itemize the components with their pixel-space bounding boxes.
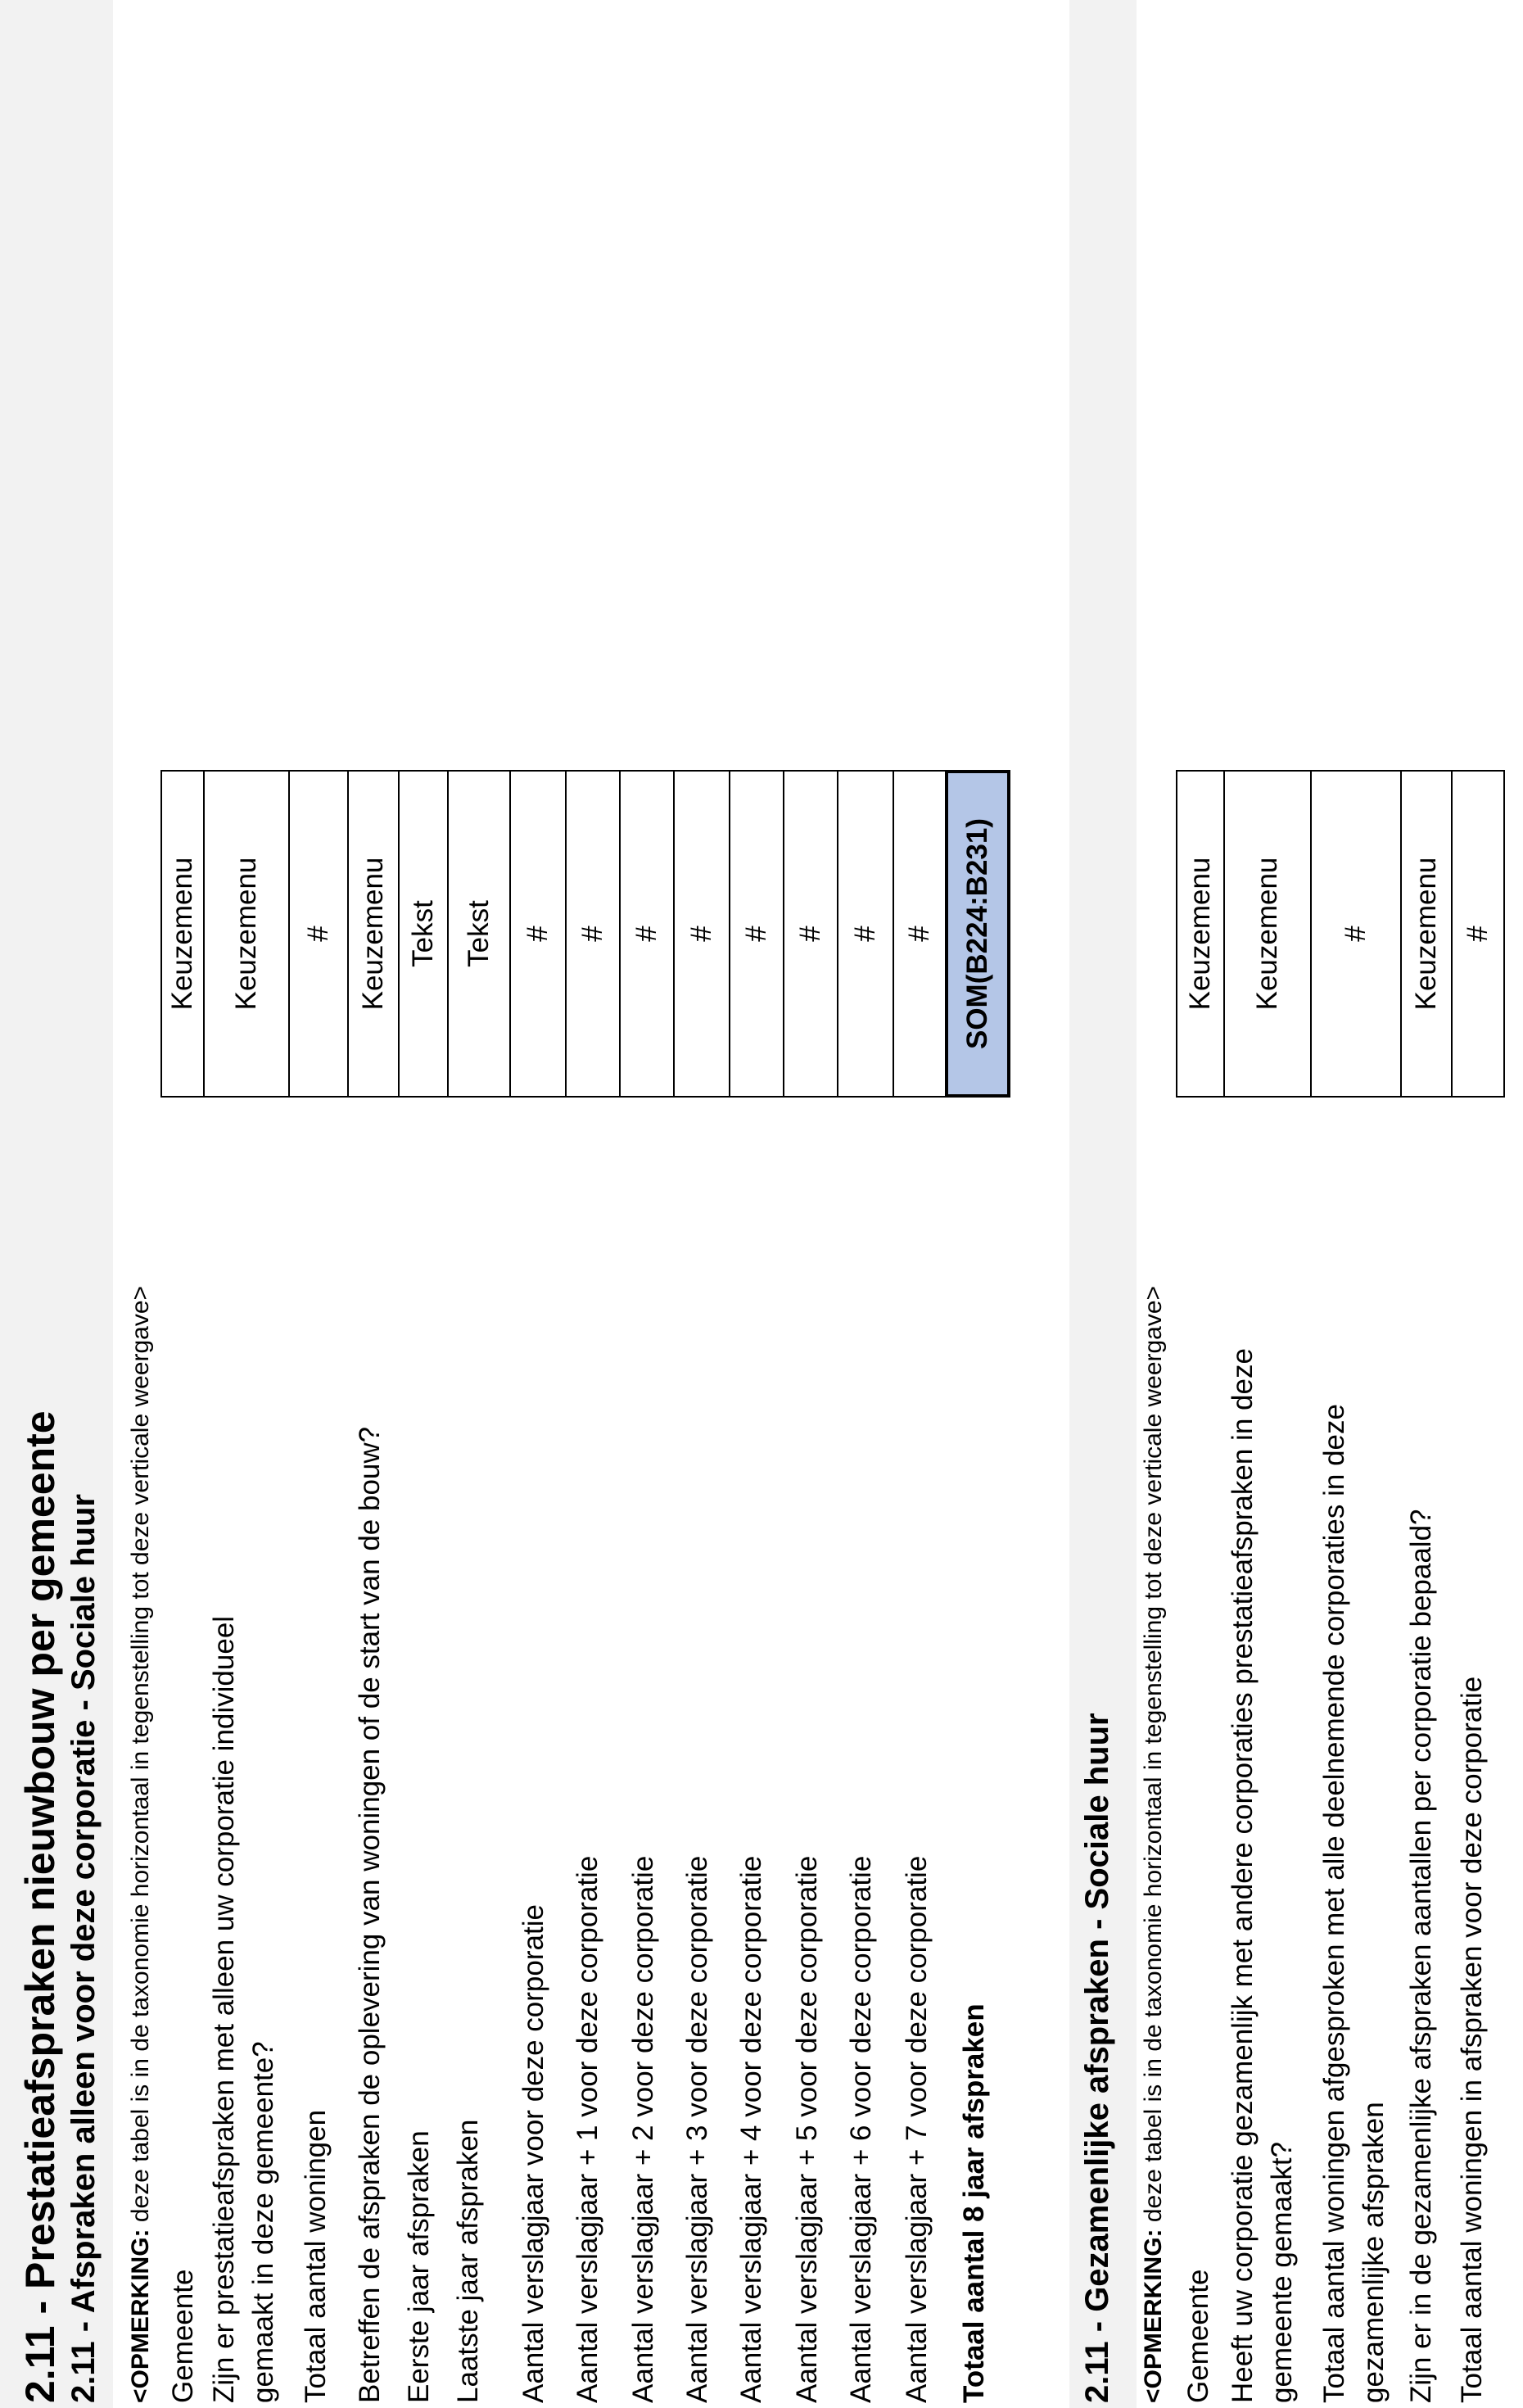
section1-note-label: <OPMERKING:	[127, 2229, 154, 2403]
s1-label-jaar-7: Aantal verslagjaar + 7 voor deze corporatie	[901, 1855, 933, 2403]
s1-label-laatste-jaar: Laatste jaar afspraken	[452, 2119, 484, 2403]
s1-label-jaar-5: Aantal verslagjaar + 5 voor deze corporatie	[791, 1855, 823, 2403]
s1-input-totaal-woningen[interactable]: #	[288, 770, 349, 1098]
s1-label-individueel: Zijn er prestatieafspraken met alleen uw corporatie individueel gemaakt in deze gemeente?	[208, 1615, 279, 2403]
s1-label-jaar-2: Aantal verslagjaar + 2 voor deze corporatie	[627, 1855, 659, 2403]
s1-label-jaar-6: Aantal verslagjaar + 6 voor deze corporatie	[845, 1855, 877, 2403]
s1-label-jaar-4: Aantal verslagjaar + 4 voor deze corporatie	[735, 1855, 767, 2403]
s2-input-gezamenlijk[interactable]: Keuzemenu	[1223, 770, 1312, 1098]
section1-note	[127, 1286, 155, 2403]
s2-label-deze-corporatie: Totaal aantal woningen in afspraken voor deze corporatie	[1456, 1676, 1488, 2403]
section2-note-text: deze tabel is in de taxonomie horizontaal in tegenstelling tot deze verticale weergave>	[1140, 1285, 1167, 2229]
s1-label-eerste-jaar: Eerste jaar afspraken	[403, 2130, 435, 2403]
s1-input-jaar-7[interactable]: #	[893, 770, 947, 1098]
s1-input-jaar-5[interactable]: #	[783, 770, 838, 1098]
s1-input-jaar-6[interactable]: #	[837, 770, 894, 1098]
s1-input-jaar-2[interactable]: #	[619, 770, 675, 1098]
s2-label-totaal-alle: Totaal aantal woningen afgesproken met alle deelnemende corporaties in deze gezamenlijke afspraken	[1318, 1404, 1390, 2403]
s1-input-laatste-jaar[interactable]: Tekst	[447, 770, 511, 1098]
s1-label-totaal-woningen: Totaal aantal woningen	[300, 2109, 332, 2403]
s1-input-jaar-1[interactable]: #	[565, 770, 621, 1098]
s1-input-eerste-jaar[interactable]: Tekst	[398, 770, 449, 1098]
s1-label-jaar-3: Aantal verslagjaar + 3 voor deze corporatie	[681, 1855, 713, 2403]
s1-input-individueel[interactable]: Keuzemenu	[203, 770, 290, 1098]
s1-label-gemeente: Gemeente	[167, 2269, 199, 2403]
s1-label-jaar-0: Aantal verslagjaar voor deze corporatie	[517, 1904, 549, 2403]
section2-note	[1140, 1286, 1168, 2403]
s2-input-deze-corporatie[interactable]: #	[1451, 770, 1505, 1098]
s2-input-gemeente[interactable]: Keuzemenu	[1176, 770, 1225, 1098]
s1-input-jaar-4[interactable]: #	[729, 770, 784, 1098]
page-title: 2.11 - Prestatieafspraken nieuwbouw per gemeente	[17, 1410, 63, 2403]
section2-note-label: <OPMERKING:	[1140, 2229, 1167, 2403]
s2-input-aantallen[interactable]: Keuzemenu	[1400, 770, 1453, 1098]
s2-label-aantallen: Zijn er in de gezamenlijke afspraken aantallen per corporatie bepaald?	[1405, 1509, 1437, 2403]
s2-label-gemeente: Gemeente	[1182, 2269, 1214, 2403]
s1-input-gemeente[interactable]: Keuzemenu	[160, 770, 205, 1098]
s1-label-oplevering: Betreffen de afspraken de oplevering van woningen of de start van de bouw?	[354, 1426, 386, 2403]
s1-total-formula[interactable]: SOM(B224:B231)	[945, 770, 1010, 1098]
section2-title: 2.11 - Gezamenlijke afspraken - Sociale huur	[1079, 1713, 1115, 2403]
s1-input-jaar-0[interactable]: #	[509, 770, 567, 1098]
s1-label-jaar-1: Aantal verslagjaar + 1 voor deze corporatie	[572, 1855, 603, 2403]
section1-title: 2.11 - Afspraken alleen voor deze corporatie - Sociale huur	[66, 1494, 102, 2403]
s2-input-totaal-alle[interactable]: #	[1310, 770, 1402, 1098]
s1-input-oplevering[interactable]: Keuzemenu	[347, 770, 400, 1098]
s1-input-jaar-3[interactable]: #	[673, 770, 730, 1098]
section1-note-text: deze tabel is in de taxonomie horizontaal in tegenstelling tot deze verticale weergave>	[127, 1285, 154, 2229]
s1-label-totaal-8-jaar: Totaal aantal 8 jaar afspraken	[958, 2003, 990, 2403]
s2-label-gezamenlijk: Heeft uw corporatie gezamenlijk met andere corporaties prestatieafspraken in deze gemeente gemaakt?	[1227, 1348, 1298, 2403]
